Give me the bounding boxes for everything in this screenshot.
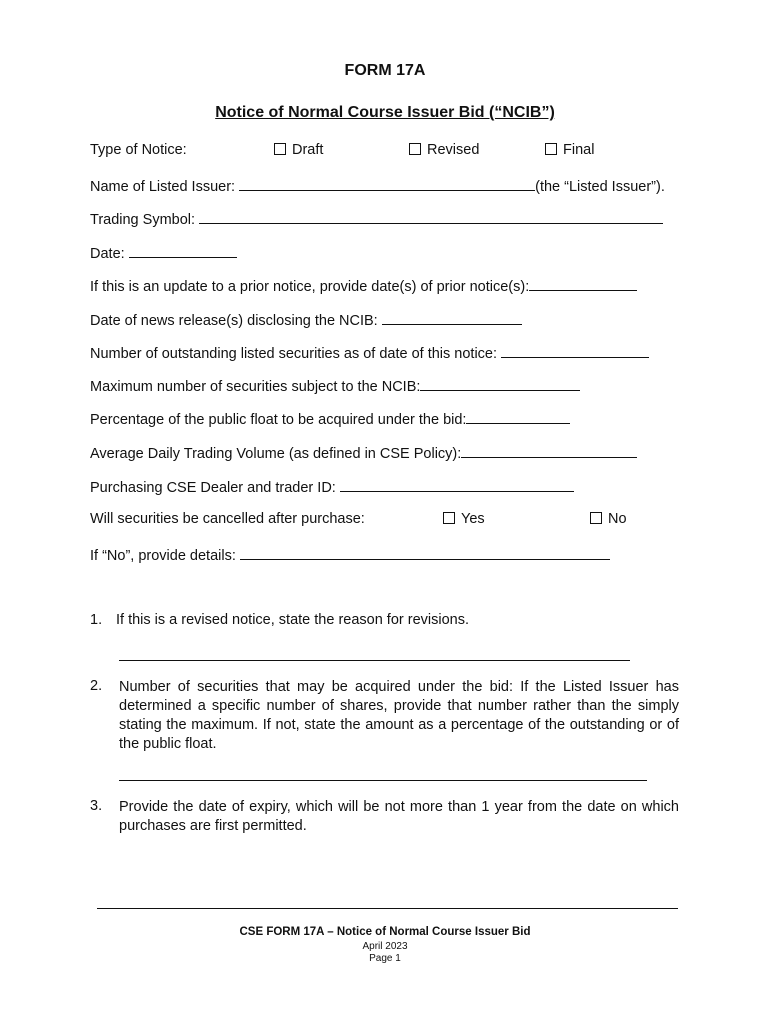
max-securities-label: Maximum number of securities subject to the NCIB: [90, 379, 421, 395]
item-1-answer-field[interactable] [119, 646, 630, 661]
trading-symbol-row [90, 209, 663, 228]
final-checkbox[interactable] [545, 143, 557, 155]
date-row [90, 243, 237, 262]
item-1-number: 1. [90, 612, 103, 628]
news-release-label: Date of news release(s) disclosing the NCIB: [90, 313, 378, 329]
form-title: FORM 17A [344, 62, 426, 79]
dealer-label: Purchasing CSE Dealer and trader ID: [90, 480, 336, 496]
max-securities-field[interactable] [420, 376, 580, 391]
revised-option[interactable] [409, 142, 479, 158]
dealer-field[interactable] [340, 477, 574, 492]
trading-symbol-label: Trading Symbol: [90, 212, 196, 228]
public-float-row [90, 409, 570, 428]
draft-checkbox[interactable] [274, 143, 286, 155]
date-label: Date: [90, 246, 125, 262]
date-field[interactable] [129, 243, 237, 258]
draft-option-label: Draft [292, 142, 324, 158]
no-option[interactable] [590, 511, 627, 527]
form-subtitle: Notice of Normal Course Issuer Bid (“NCIB”) [215, 104, 555, 121]
public-float-field[interactable] [466, 409, 570, 424]
outstanding-label: Number of outstanding listed securities as of date of this notice: [90, 346, 498, 362]
yes-option[interactable] [443, 511, 485, 527]
item-3-number: 3. [90, 798, 103, 814]
final-option-label: Final [563, 142, 595, 158]
footer-title: CSE FORM 17A – Notice of Normal Course Issuer Bid [239, 926, 531, 938]
issuer-suffix: (the “Listed Issuer”). [535, 179, 665, 195]
if-no-field[interactable] [240, 545, 610, 560]
outstanding-field[interactable] [501, 343, 649, 358]
footer-rule [97, 908, 678, 909]
draft-option[interactable] [274, 142, 323, 158]
if-no-label: If “No”, provide details: [90, 548, 236, 564]
trading-symbol-field[interactable] [199, 209, 663, 224]
final-option[interactable] [545, 142, 594, 158]
yes-checkbox[interactable] [443, 512, 455, 524]
news-release-row [90, 310, 522, 329]
dealer-row [90, 477, 574, 496]
issuer-row [90, 176, 665, 195]
footer-date: April 2023 [362, 941, 408, 952]
no-option-label: No [608, 511, 627, 527]
prior-notice-field[interactable] [529, 276, 637, 291]
revised-option-label: Revised [427, 142, 480, 158]
no-checkbox[interactable] [590, 512, 602, 524]
max-securities-row [90, 376, 580, 395]
item-2-text: Number of securities that may be acquired under the bid: If the Listed Issuer has determined a specific number of shares, provide that number rather than the simply stating the maximum. If not, state the amount as a percentage of the outstanding or of the public float. [119, 679, 679, 752]
footer-page: Page 1 [369, 953, 401, 964]
cancelled-label: Will securities be cancelled after purchase: [90, 511, 365, 527]
issuer-label: Name of Listed Issuer: [90, 179, 236, 195]
revised-checkbox[interactable] [409, 143, 421, 155]
adtv-field[interactable] [461, 443, 637, 458]
item-1-text: If this is a revised notice, state the reason for revisions. [116, 612, 469, 628]
yes-option-label: Yes [461, 511, 485, 527]
public-float-label: Percentage of the public float to be acquired under the bid: [90, 412, 467, 428]
if-no-row [90, 545, 610, 564]
item-2-answer-field[interactable] [119, 766, 647, 781]
news-release-field[interactable] [382, 310, 522, 325]
prior-notice-row [90, 276, 637, 295]
item-2-number: 2. [90, 678, 103, 694]
issuer-field[interactable] [239, 176, 535, 191]
item-3-text: Provide the date of expiry, which will be not more than 1 year from the date on which purchases are first permitted. [119, 799, 679, 834]
prior-notice-label: If this is an update to a prior notice, provide date(s) of prior notice(s): [90, 279, 530, 295]
type-of-notice-label: Type of Notice: [90, 142, 187, 158]
adtv-row [90, 443, 637, 462]
outstanding-row [90, 343, 649, 362]
adtv-label: Average Daily Trading Volume (as defined in CSE Policy): [90, 446, 462, 462]
